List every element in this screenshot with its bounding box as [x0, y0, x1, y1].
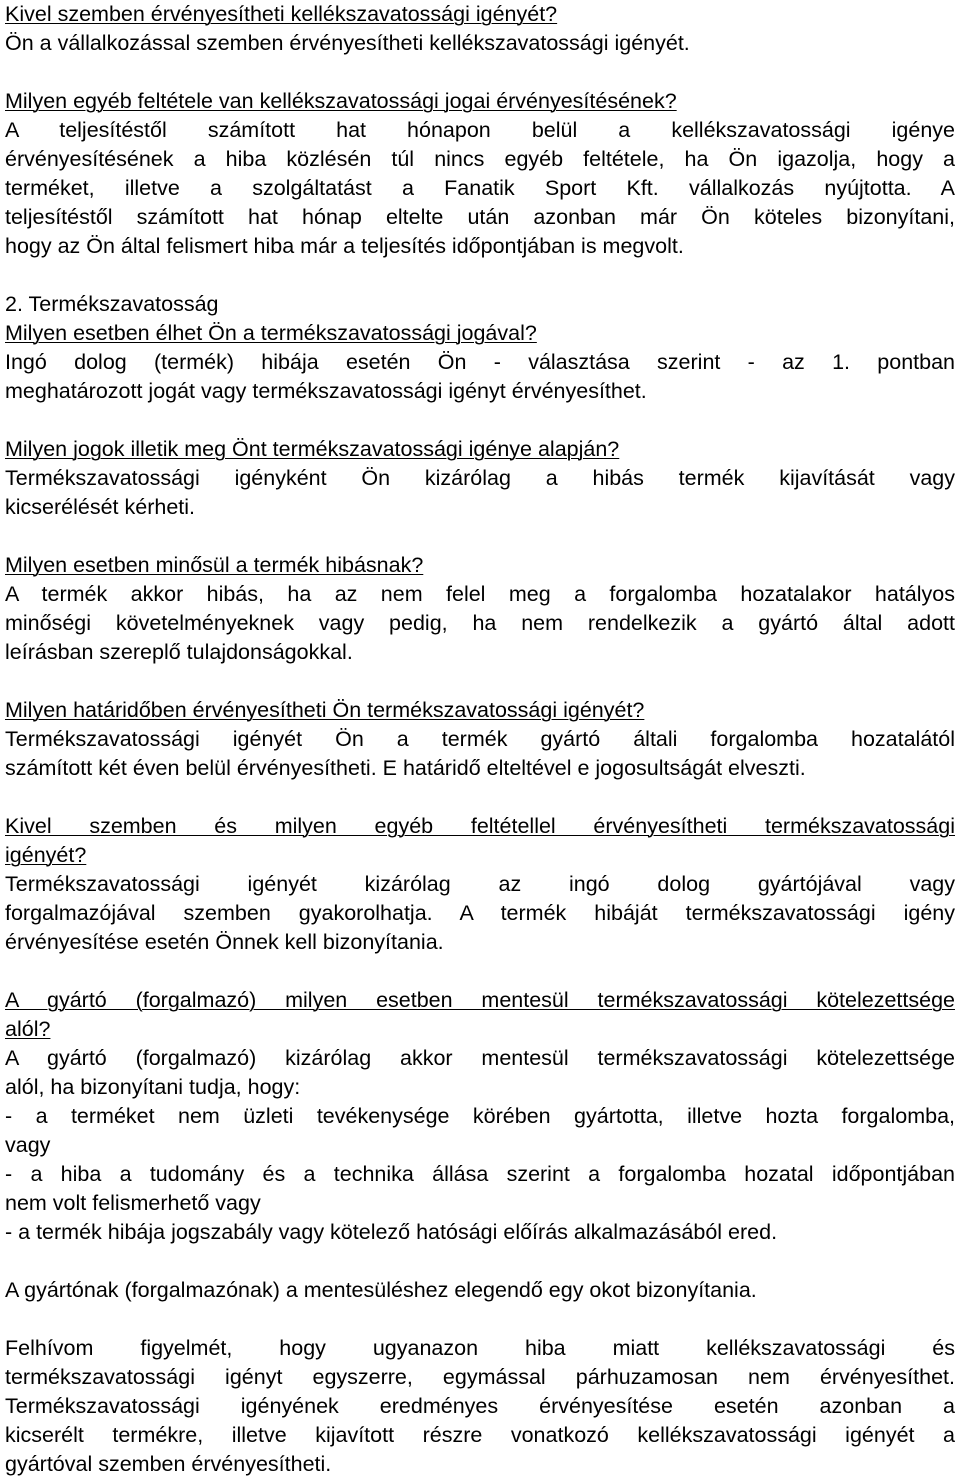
answer-line: számított két éven belül érvényesítheti. E határidő elteltével e jogosultságát elveszti.: [5, 756, 806, 780]
question-heading: alól?: [5, 1017, 51, 1041]
list-item: vagy: [5, 1133, 51, 1157]
list-item: - a termék hibája jogszabály vagy kötelező hatósági előírás alkalmazásából ered.: [5, 1220, 778, 1244]
answer-line: leírásban szereplő tulajdonságokkal.: [5, 640, 353, 664]
answer-line: A termék akkor hibás, ha az nem felel meg a forgalomba hozatalakor hatályos: [5, 582, 955, 606]
list-item: - a hiba a tudomány és a technika állása szerint a forgalomba hozatal időpontjában: [5, 1162, 955, 1186]
spacer: [5, 783, 955, 812]
question-heading: Kivel szemben és milyen egyéb feltétellel érvényesítheti termékszavatossági: [5, 814, 955, 838]
answer-line: érvényesítésének a hiba közlésén túl nincs egyéb feltétele, ha Ön igazolja, hogy a: [5, 147, 955, 171]
list-item: - a terméket nem üzleti tevékenysége körében gyártotta, illetve hozta forgalomba,: [5, 1104, 955, 1128]
answer-line: Felhívom figyelmét, hogy ugyanazon hiba miatt kellékszavatossági és: [5, 1336, 955, 1360]
document-page: [5, 0, 955, 1479]
answer-line: A teljesítéstől számított hat hónapon belül a kellékszavatossági igénye: [5, 118, 955, 142]
answer-line: Termékszavatossági igényként Ön kizárólag a hibás termék kijavítását vagy: [5, 466, 955, 490]
answer-line: Ingó dolog (termék) hibája esetén Ön - választása szerint - az 1. pontban: [5, 350, 955, 374]
spacer: [5, 667, 955, 696]
section-kellekszavatossag-kivel: [5, 0, 955, 58]
list-item: nem volt felismerhető vagy: [5, 1191, 261, 1215]
question-heading: A gyártó (forgalmazó) milyen esetben mentesül termékszavatossági kötelezettsége: [5, 988, 955, 1012]
spacer: [5, 1305, 955, 1334]
spacer: [5, 406, 955, 435]
section-mentesules-ok: [5, 1276, 955, 1305]
answer-line: minőségi követelményeknek vagy pedig, ha nem rendelkezik a gyártó által adott: [5, 611, 955, 635]
spacer: [5, 522, 955, 551]
question-heading: igényét?: [5, 843, 87, 867]
spacer: [5, 1247, 955, 1276]
answer-text: Ön a vállalkozással szemben érvényesítheti kellékszavatossági igényét.: [5, 31, 690, 55]
answer-line: érvényesítése esetén Önnek kell bizonyítania.: [5, 930, 444, 954]
answer-line: Termékszavatossági igényét kizárólag az ingó dolog gyártójával vagy: [5, 872, 955, 896]
question-heading: Milyen határidőben érvényesítheti Ön termékszavatossági igényét?: [5, 698, 645, 722]
question-heading: Milyen egyéb feltétele van kellékszavatossági jogai érvényesítésének?: [5, 89, 677, 113]
question-heading: Milyen esetben élhet Ön a termékszavatossági jogával?: [5, 321, 537, 345]
question-heading: Kivel szemben érvényesítheti kellékszavatossági igényét?: [5, 2, 558, 26]
answer-line: gyártóval szemben érvényesítheti.: [5, 1452, 332, 1476]
answer-line: hogy az Ön által felismert hiba már a teljesítés időpontjában is megvolt.: [5, 234, 684, 258]
section-mentesules: [5, 986, 955, 1247]
section-hatarido: [5, 696, 955, 783]
answer-line: meghatározott jogát vagy termékszavatossági igényt érvényesíthet.: [5, 379, 647, 403]
answer-line: kicserélését kérheti.: [5, 495, 195, 519]
section-termekszavatossag-kivel: [5, 812, 955, 957]
answer-line: kicserélt termékre, illetve kijavított részre vonatkozó kellékszavatossági igényét a: [5, 1423, 955, 1447]
paragraph-text: A gyártónak (forgalmazónak) a mentesüléshez elegendő egy okot bizonyítania.: [5, 1278, 757, 1302]
question-heading: Milyen esetben minősül a termék hibásnak?: [5, 553, 424, 577]
spacer: [5, 957, 955, 986]
answer-line: Termékszavatossági igényének eredményes érvényesítése esetén azonban a: [5, 1394, 955, 1418]
spacer: [5, 58, 955, 87]
answer-line: terméket, illetve a szolgáltatást a Fanatik Sport Kft. vállalkozás nyújtotta. A: [5, 176, 955, 200]
spacer: [5, 261, 955, 290]
section-hibas-termek: [5, 551, 955, 667]
section-title: 2. Termékszavatosság: [5, 292, 219, 316]
section-figyelmeztetes: [5, 1334, 955, 1479]
section-termekszavatossag-mikor: [5, 290, 955, 406]
answer-line: teljesítéstől számított hat hónap eltelte után azonban már Ön köteles bizonyítani,: [5, 205, 955, 229]
answer-line: Termékszavatossági igényét Ön a termék gyártó általi forgalomba hozatalától: [5, 727, 955, 751]
section-kellekszavatossag-feltetel: [5, 87, 955, 261]
answer-line: A gyártó (forgalmazó) kizárólag akkor mentesül termékszavatossági kötelezettsége: [5, 1046, 955, 1070]
answer-line: termékszavatossági igényt egyszerre, egymással párhuzamosan nem érvényesíthet.: [5, 1365, 955, 1389]
section-termekszavatossag-jogok: [5, 435, 955, 522]
answer-line: alól, ha bizonyítani tudja, hogy:: [5, 1075, 301, 1099]
answer-line: forgalmazójával szemben gyakorolhatja. A termék hibáját termékszavatossági igény: [5, 901, 955, 925]
question-heading: Milyen jogok illetik meg Önt termékszavatossági igénye alapján?: [5, 437, 620, 461]
